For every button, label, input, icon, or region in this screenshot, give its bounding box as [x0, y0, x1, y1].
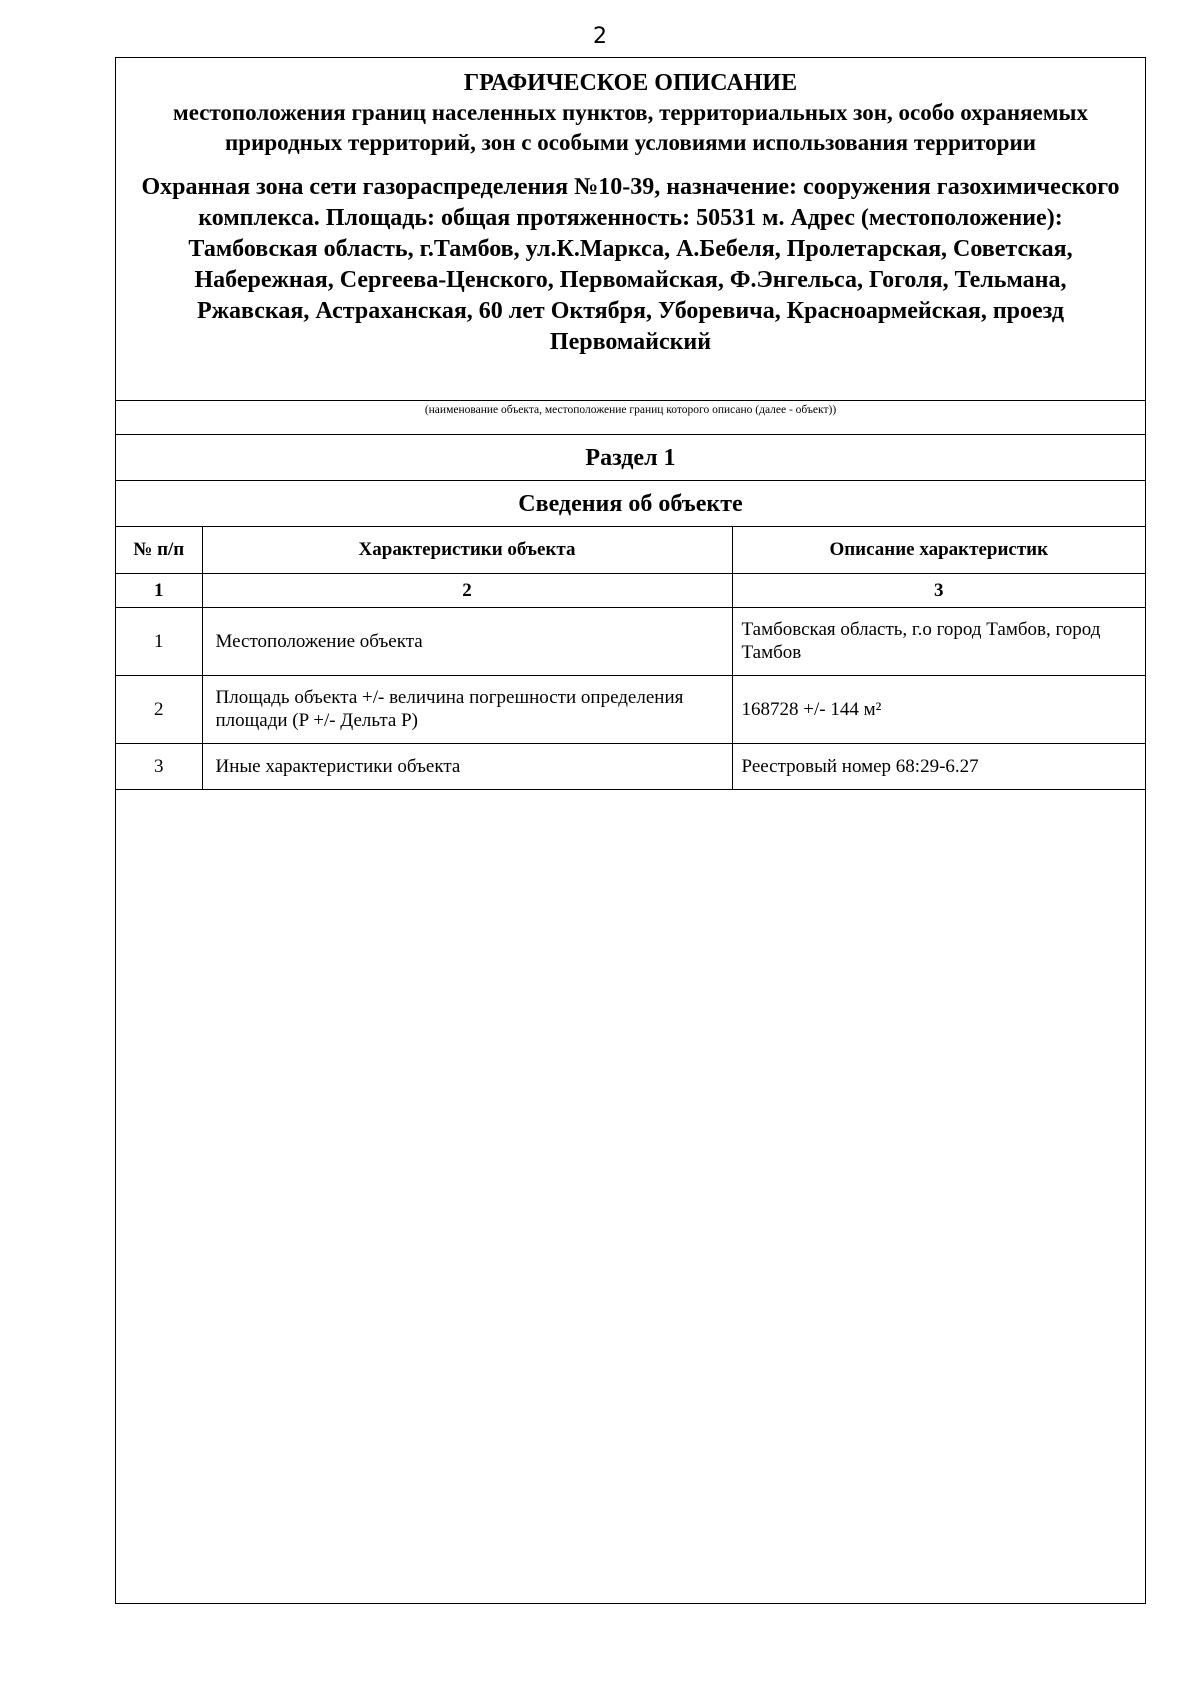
row-number: 3: [116, 743, 202, 789]
document-title: ГРАФИЧЕСКОЕ ОПИСАНИЕ: [463, 70, 798, 96]
table-header-row: [116, 527, 1145, 573]
table-row: [116, 743, 1145, 789]
object-name: Охранная зона сети газораспределения №10-39, назначение: сооружения газохимического комплекса. Площадь: общая протяженность: 50531 м. Адрес (местоположение): Тамбовская область, г.Тамбов, ул.К.Маркса, А.Бебеля, Пролетарская, Советская, Набережная, Сергеева-Ценского, Первомайская, Ф.Энгельса, Гоголя, Тельмана, Ржавская, Астраханская, 60 лет Октября, Уборевича, Красноармейская, проезд Первомайский: [141, 174, 1120, 355]
row-number: 2: [116, 675, 202, 743]
table-row: [116, 675, 1145, 743]
column-header-description: Описание характеристик: [732, 527, 1145, 573]
row-description: Тамбовская область, г.о город Тамбов, город Тамбов: [732, 607, 1145, 675]
section-title: Сведения об объекте: [116, 481, 1145, 527]
section-label: Раздел 1: [116, 435, 1145, 481]
column-number: 2: [202, 573, 732, 607]
object-info-table: [116, 527, 1145, 790]
row-characteristic: Иные характеристики объекта: [202, 743, 732, 789]
page-number: 2: [593, 24, 607, 49]
row-characteristic: Местоположение объекта: [202, 607, 732, 675]
row-number: 1: [116, 607, 202, 675]
column-header-characteristic: Характеристики объекта: [202, 527, 732, 573]
row-description: 168728 +/- 144 м²: [732, 675, 1145, 743]
row-characteristic: Площадь объекта +/- величина погрешности определения площади (P +/- Дельта P): [202, 675, 732, 743]
column-header-number: № п/п: [116, 527, 202, 573]
column-number: 3: [732, 573, 1145, 607]
table-row: [116, 607, 1145, 675]
object-caption: (наименование объекта, местоположение границ которого описано (далее - объект)): [116, 401, 1145, 435]
column-number: 1: [116, 573, 202, 607]
document-frame: [115, 57, 1146, 1604]
title-block: [116, 58, 1145, 401]
row-description: Реестровый номер 68:29-6.27: [732, 743, 1145, 789]
document-subtitle: местоположения границ населенных пунктов, территориальных зон, особо охраняемых природных территорий, зон с особыми условиями использования территории: [173, 100, 1088, 155]
column-number-row: [116, 573, 1145, 607]
